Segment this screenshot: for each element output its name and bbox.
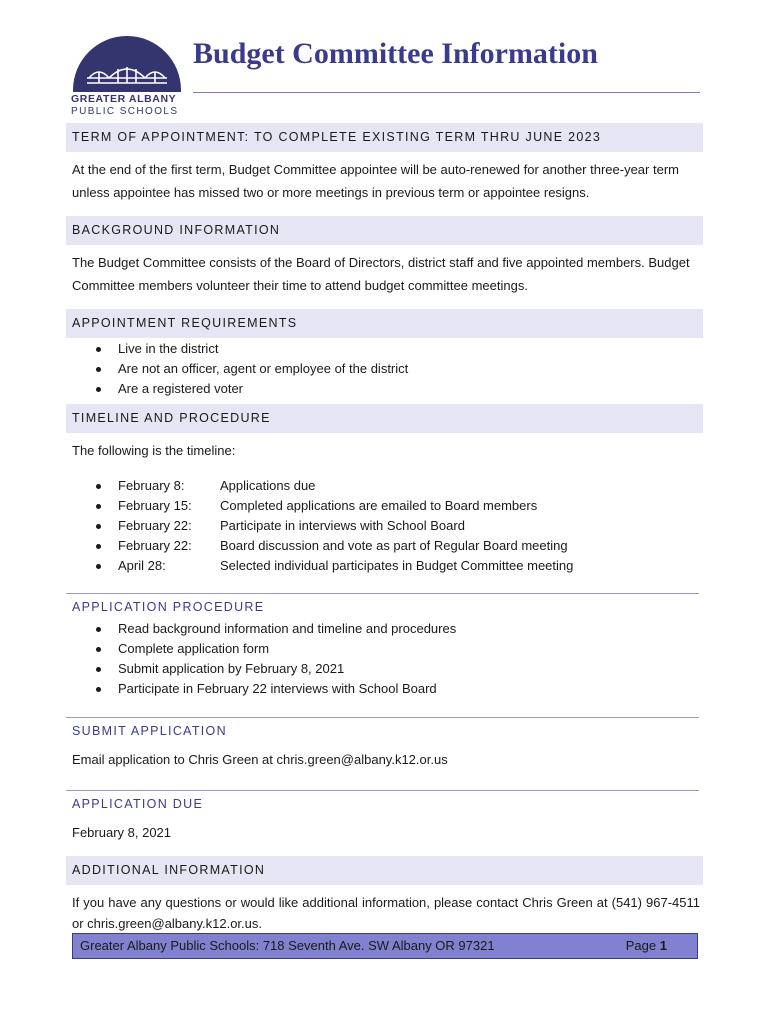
- timeline-text: Participate in interviews with School Board: [220, 518, 465, 533]
- bridge-logo-icon: [85, 50, 169, 90]
- page-footer: [72, 933, 698, 959]
- requirements-heading: APPOINTMENT REQUIREMENTS: [66, 309, 703, 338]
- timeline-heading: TIMELINE AND PROCEDURE: [66, 404, 703, 433]
- timeline-text: Completed applications are emailed to Board members: [220, 498, 538, 513]
- page-label: Page: [625, 938, 657, 953]
- timeline-date: February 22:: [118, 538, 192, 553]
- procedure-heading: APPLICATION PROCEDURE: [66, 593, 699, 617]
- footer-address: Greater Albany Public Schools: 718 Seventh Ave. SW Albany OR 97321: [80, 938, 495, 953]
- timeline-item: [72, 516, 700, 536]
- timeline-text: Board discussion and vote as part of Regular Board meeting: [220, 538, 568, 553]
- list-item: Live in the district: [72, 339, 700, 359]
- timeline-text: Selected individual participates in Budget Committee meeting: [220, 558, 574, 573]
- requirements-list: [72, 339, 700, 399]
- timeline-date: February 8:: [118, 478, 185, 493]
- timeline-item: [72, 556, 700, 576]
- list-item: Are not an officer, agent or employee of the district: [72, 359, 700, 379]
- timeline-date: February 15:: [118, 498, 192, 513]
- list-item: Complete application form: [72, 639, 700, 659]
- district-logo: [71, 36, 183, 120]
- logo-line-1: GREATER ALBANY: [71, 93, 177, 105]
- logo-line-2: PUBLIC SCHOOLS: [71, 106, 179, 117]
- timeline-item: [72, 536, 700, 556]
- additional-body: If you have any questions or would like additional information, please contact Chris Green at (541) 967-4511 or chris.green@albany.k12.or.us.: [72, 895, 700, 931]
- procedure-list: [72, 619, 700, 699]
- due-body: February 8, 2021: [72, 825, 172, 840]
- timeline-item: [72, 496, 700, 516]
- timeline-date: April 28:: [118, 558, 166, 573]
- list-item: Read background information and timeline and procedures: [72, 619, 700, 639]
- timeline-intro: The following is the timeline:: [72, 443, 236, 458]
- submit-body: Email application to Chris Green at chris.green@albany.k12.or.us: [72, 752, 448, 767]
- timeline-item: [72, 476, 700, 496]
- list-item: Participate in February 22 interviews with School Board: [72, 679, 700, 699]
- timeline-text: Applications due: [220, 478, 316, 493]
- timeline-date: February 22:: [118, 518, 192, 533]
- page-number: 1: [659, 938, 667, 953]
- page-indicator: [626, 934, 667, 958]
- timeline-list: [72, 476, 700, 576]
- title-rule: [193, 92, 700, 93]
- term-heading: TERM OF APPOINTMENT: TO COMPLETE EXISTING TERM THRU JUNE 2023: [66, 123, 703, 152]
- background-body: The Budget Committee consists of the Board of Directors, district staff and five appointed members. Budget Committee members volunteer their time to attend budget committee meetings.: [72, 255, 690, 293]
- background-heading: BACKGROUND INFORMATION: [66, 216, 703, 245]
- page-title: Budget Committee Information: [193, 37, 598, 70]
- due-heading: APPLICATION DUE: [66, 790, 699, 814]
- submit-heading: SUBMIT APPLICATION: [66, 717, 699, 741]
- list-item: Submit application by February 8, 2021: [72, 659, 700, 679]
- additional-heading: ADDITIONAL INFORMATION: [66, 856, 703, 885]
- term-body: At the end of the first term, Budget Committee appointee will be auto-renewed for another three-year term unless appointee has missed two or more meetings in previous term or appointee resigns.: [72, 162, 679, 200]
- list-item: Are a registered voter: [72, 379, 700, 399]
